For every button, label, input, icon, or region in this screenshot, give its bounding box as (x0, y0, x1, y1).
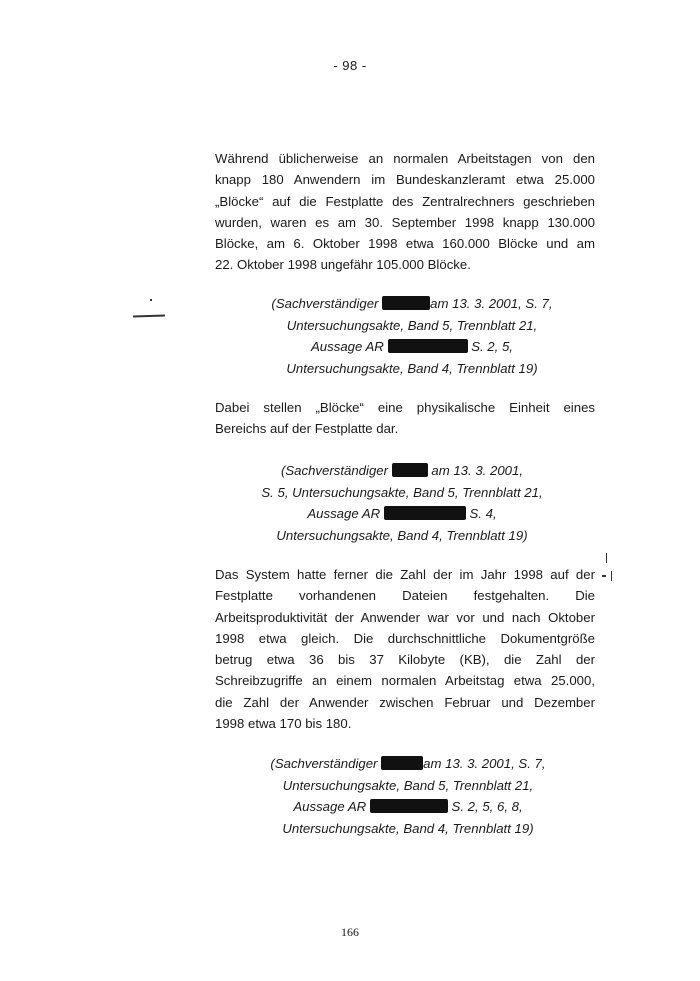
paragraph-line: knapp 180 Anwendern im Bundeskanzleramt etwa 25.000 (215, 172, 595, 188)
citation-line: Untersuchungsakte, Band 5, Trennblatt 21, (282, 777, 534, 793)
paragraph-line: Während üblicherweise an normalen Arbeitstagen von den (215, 151, 595, 166)
citation-text: (Sachverständiger (280, 463, 389, 478)
citation-line: Untersuchungsakte, Band 4, Trennblatt 19) (282, 820, 534, 836)
paragraph-line: „Blöcke“ auf die Festplatte des Zentralrechners geschrieben (215, 193, 595, 209)
paragraph-line: Blöcke, am 6. Oktober 1998 etwa 160.000 Blöcke und am (215, 236, 595, 252)
citation-text: Aussage AR (307, 506, 381, 521)
citation-text: Aussage AR (293, 799, 367, 814)
paragraph-line: 1998 etwa 170 bis 180. (215, 716, 352, 732)
citation-2 (212, 460, 592, 546)
citation-text: S. 4, (469, 506, 497, 521)
citation-text: am 13. 3. 2001, (431, 463, 524, 478)
citation-line (222, 293, 602, 315)
paragraph-3 (215, 564, 595, 734)
citation-text: Aussage AR (311, 339, 384, 354)
paragraph-line: Dabei stellen „Blöcke“ eine physikalische Einheit eines (215, 400, 595, 415)
citation-line (218, 796, 598, 818)
citation-line (222, 336, 602, 358)
paragraph-line: Das System hatte ferner die Zahl der im Jahr 1998 auf der (215, 567, 595, 582)
citation-text: am 13. 3. 2001, S. 7, (423, 756, 546, 771)
redaction-bar (382, 296, 430, 310)
paragraph-line: die Zahl der Anwender zwischen Februar und Dezember (215, 694, 595, 710)
redaction-bar (388, 339, 468, 353)
citation-text: S. 2, 5, 6, 8, (451, 799, 523, 814)
redaction-bar (392, 463, 428, 477)
scan-artifact-dot (150, 299, 152, 301)
scan-artifact-mark (602, 575, 606, 577)
paragraph-line: 1998 etwa gleich. Die durchschnittliche Dokumentgröße (215, 630, 595, 646)
paragraph-line: 22. Oktober 1998 ungefähr 105.000 Blöcke. (215, 257, 471, 273)
citation-line: S. 5, Untersuchungsakte, Band 5, Trennblatt 21, (261, 484, 543, 500)
redaction-bar (381, 756, 423, 770)
citation-1 (222, 293, 602, 379)
citation-text: am 13. 3. 2001, S. 7, (430, 296, 553, 311)
paragraph-1 (215, 148, 595, 276)
citation-3 (218, 753, 598, 839)
citation-line: Untersuchungsakte, Band 4, Trennblatt 19) (286, 360, 538, 376)
citation-text: (Sachverständiger (271, 296, 379, 311)
paragraph-line: Bereichs auf der Festplatte dar. (215, 421, 399, 437)
citation-line (218, 753, 598, 775)
scan-artifact-mark (606, 553, 607, 563)
paragraph-line: wurden, waren es am 30. September 1998 knapp 130.000 (215, 214, 595, 230)
scan-artifact-mark (611, 571, 612, 581)
page-number: - 98 - (333, 58, 367, 73)
citation-line: Untersuchungsakte, Band 5, Trennblatt 21, (286, 317, 538, 333)
paragraph-2 (215, 397, 595, 440)
paragraph-line: Festplatte vorhandenen Dateien festgehalten. Die (215, 588, 595, 604)
citation-text: S. 2, 5, (471, 339, 513, 354)
paragraph-line: betrug etwa 36 bis 37 Kilobyte (KB), die Zahl der (215, 652, 595, 668)
paragraph-line: Arbeitsproduktivität der Anwender war vor und nach Oktober (215, 609, 595, 625)
citation-line (212, 460, 592, 482)
redaction-bar (370, 799, 448, 813)
citation-line (212, 503, 592, 525)
redaction-bar (384, 506, 466, 520)
citation-text: (Sachverständiger (270, 756, 378, 771)
scan-artifact-mark (133, 314, 165, 317)
paragraph-line: Schreibzugriffe an einem normalen Arbeitstag etwa 25.000, (215, 673, 595, 689)
citation-line: Untersuchungsakte, Band 4, Trennblatt 19) (276, 527, 528, 543)
footer-page-number: 166 (341, 925, 359, 939)
